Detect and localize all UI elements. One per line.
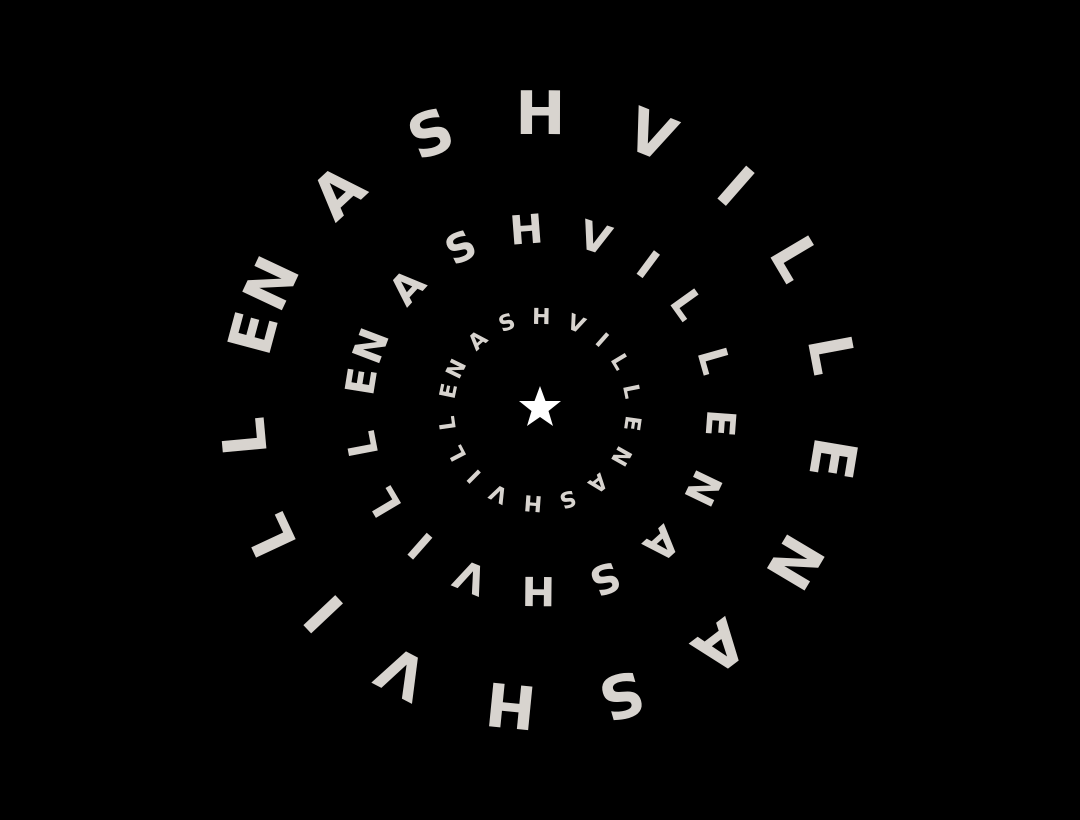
- inner-ring-textpath: NASHVILLENASHVILLE: [435, 304, 645, 516]
- outer-ring-textpath: NASHVILLENASHVILLE: [208, 78, 870, 742]
- middle-ring-textpath: NASHVILLENASHVILLE: [337, 206, 744, 614]
